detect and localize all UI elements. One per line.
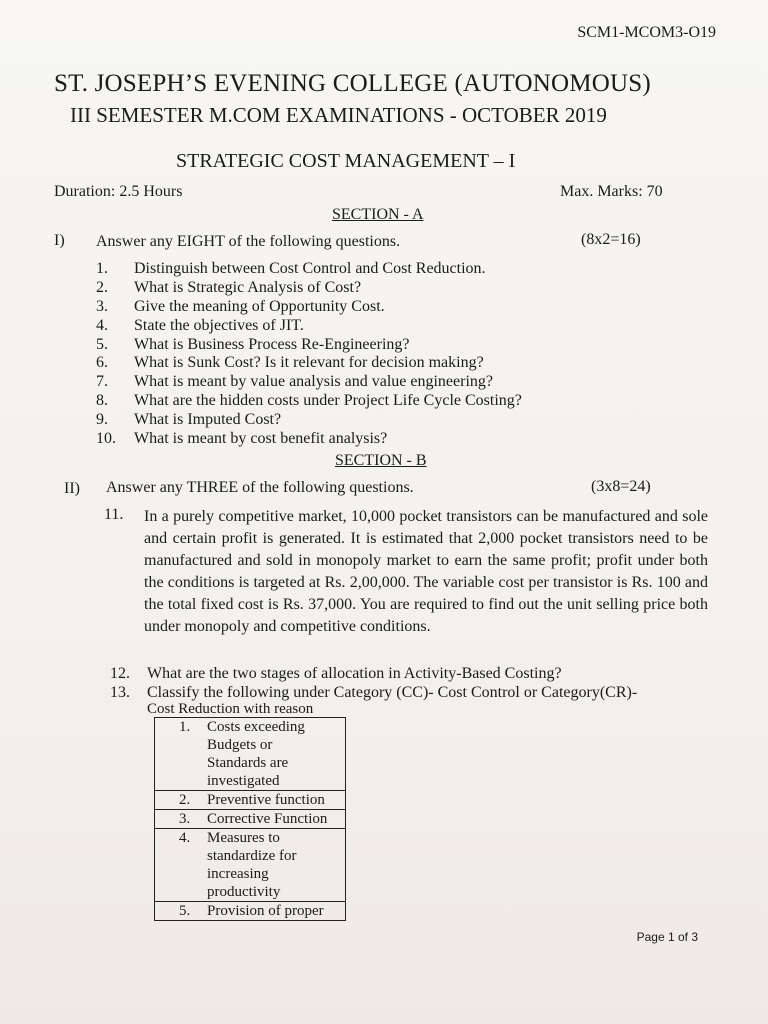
item-number: 4. <box>179 830 191 846</box>
question-text: What is Sunk Cost? Is it relevant for decision making? <box>134 354 484 372</box>
table-cell <box>155 718 346 791</box>
question-text: Classify the following under Category (CC)- Cost Control or Category(CR)- <box>147 684 638 701</box>
list-item <box>88 392 522 411</box>
question-13 <box>110 683 637 702</box>
question-number: 10. <box>96 430 116 448</box>
subject-title: STRATEGIC COST MANAGEMENT – I <box>176 150 516 172</box>
question-text: What is meant by cost benefit analysis? <box>134 430 388 448</box>
table-row <box>155 829 346 902</box>
table-row <box>155 810 346 829</box>
question-11 <box>104 506 708 638</box>
list-item <box>88 336 522 355</box>
question-text: What is meant by value analysis and value engineering? <box>134 373 493 391</box>
list-item <box>88 411 522 430</box>
question-number: 13. <box>110 684 130 701</box>
list-item <box>88 317 522 336</box>
item-text: Corrective Function <box>207 811 328 827</box>
section-a-instruction: Answer any EIGHT of the following questions. <box>96 233 401 250</box>
section-b-heading: SECTION - B <box>335 452 427 469</box>
item-number: 5. <box>179 903 191 919</box>
item-number: 1. <box>179 719 191 735</box>
table-cell <box>155 810 346 829</box>
question-number: 2. <box>96 278 108 296</box>
section-b-roman: II) <box>64 480 80 497</box>
question-number: 8. <box>96 392 108 410</box>
item-number: 2. <box>179 792 191 808</box>
paper-code: SCM1-MCOM3-O19 <box>577 24 716 41</box>
question-12 <box>110 664 637 683</box>
question-number: 11. <box>104 506 124 523</box>
table-cell <box>155 829 346 902</box>
list-item <box>88 354 522 373</box>
section-b-marks: (3x8=24) <box>591 478 651 495</box>
question-text: What is Imputed Cost? <box>134 411 282 429</box>
section-b-instruction: Answer any THREE of the following questions. <box>106 479 414 496</box>
question-number: 6. <box>96 354 108 372</box>
list-item <box>88 279 522 298</box>
question-number: 1. <box>96 260 108 277</box>
question-text: What is Strategic Analysis of Cost? <box>134 278 362 296</box>
section-a-heading: SECTION - A <box>332 206 424 223</box>
question-number: 12. <box>110 665 130 682</box>
table-cell <box>155 902 346 921</box>
table-row <box>155 718 346 791</box>
question-text: What are the two stages of allocation in Activity-Based Costing? <box>147 665 562 682</box>
question-number: 5. <box>96 335 108 353</box>
question-text: What is Business Process Re-Engineering? <box>134 335 410 353</box>
item-text: Measures to standardize for increasing productivity <box>207 830 297 900</box>
max-marks: Max. Marks: 70 <box>560 183 663 200</box>
item-text: Provision of proper <box>207 903 324 919</box>
college-title: ST. JOSEPH’S EVENING COLLEGE (AUTONOMOUS) <box>54 70 651 97</box>
table-row <box>155 791 346 810</box>
item-text: Preventive function <box>207 792 325 808</box>
section-b-question-list <box>110 664 637 702</box>
question-number: 4. <box>96 316 108 334</box>
duration: Duration: 2.5 Hours <box>54 183 183 200</box>
list-item <box>88 298 522 317</box>
table-row <box>155 902 346 921</box>
question-text: State the objectives of JIT. <box>134 316 304 334</box>
classification-table <box>154 717 346 921</box>
list-item <box>88 430 522 449</box>
item-number: 3. <box>179 811 191 827</box>
question-text: In a purely competitive market, 10,000 pocket transistors can be manufactured and sole and certain profit is generated. It is estimated that 2,000 pocket transistors need to be manufactured and sold in monopoly market to earn the same profit; profit under both the conditions is targeted at Rs. 2,00,000. The variable cost per transistor is Rs. 100 and the total fixed cost is Rs. 37,000. You are required to find out the unit selling price both under monopoly and competitive conditions. <box>144 508 708 635</box>
list-item <box>88 260 522 279</box>
question-number: 7. <box>96 373 108 391</box>
section-a-question-list <box>88 260 522 449</box>
list-item <box>88 373 522 392</box>
exam-title: III SEMESTER M.COM EXAMINATIONS - OCTOBER 2019 <box>70 103 607 127</box>
table-cell <box>155 791 346 810</box>
question-text: What are the hidden costs under Project Life Cycle Costing? <box>134 392 522 410</box>
question-13-continuation: Cost Reduction with reason <box>147 701 314 717</box>
question-number: 9. <box>96 411 108 429</box>
page-number: Page 1 of 3 <box>636 930 698 944</box>
item-text: Costs exceeding Budgets or Standards are investigated <box>207 719 305 789</box>
section-a-marks: (8x2=16) <box>581 231 641 248</box>
question-text: Give the meaning of Opportunity Cost. <box>134 297 385 315</box>
question-number: 3. <box>96 297 108 315</box>
question-text: Distinguish between Cost Control and Cost Reduction. <box>134 260 486 277</box>
section-a-roman: I) <box>54 232 65 249</box>
